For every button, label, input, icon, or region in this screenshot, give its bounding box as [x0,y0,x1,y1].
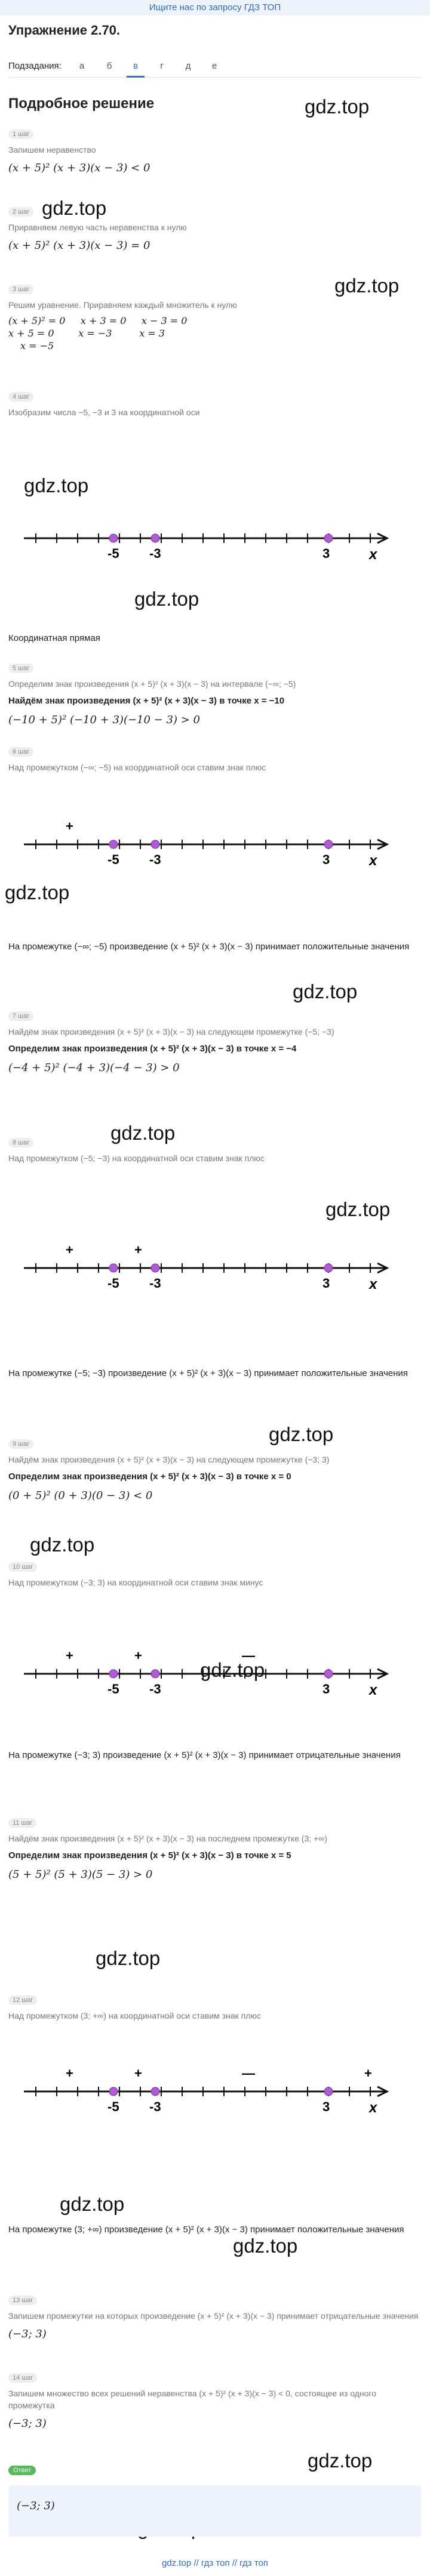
step-badge: 13 шаг [8,2296,37,2305]
minus-sign: — [242,1648,255,1663]
step-description: Запишем промежутки на которых произведение (x + 5)² (x + 3)(x − 3) принимает отрицательные значения [8,2311,419,2321]
step-conclusion: На промежутке (−∞; −5) произведение (x + 5)² (x + 3)(x − 3) принимает положительные значения [8,942,410,952]
plus-sign: + [66,819,73,834]
step-description: Запишем неравенство [8,145,96,155]
number-line-svg [12,511,394,565]
step-bold: Определим знак произведения (x + 5)² (x + 3)(x − 3) в точке x = 0 [8,1471,291,1482]
axis-caption: Координатная прямая [8,633,100,643]
axis-variable-label: x [369,853,377,869]
tab-g[interactable]: г [160,61,164,71]
step-description: Запишем множество всех решений неравенства (x + 5)² (x + 3)(x − 3) < 0, состоящее из одного промежутка [8,2389,376,2410]
axis-point [324,840,333,849]
subtask-tabs [8,57,422,78]
step-math: (−10 + 5)² (−10 + 3)(−10 − 3) > 0 [8,714,200,726]
watermark: gdz.top [293,980,358,1002]
number-line [12,2065,394,2118]
watermark: gdz.top [269,1423,334,1445]
step-badge: 11 шаг [8,1818,36,1828]
minus-sign: — [242,2066,255,2081]
step-bold: Определим знак произведения (x + 5)² (x + 3)(x − 3) в точке x = 5 [8,1850,291,1861]
step-badge: 3 шаг [8,285,33,294]
answer-box [8,2485,422,2537]
answer-badge: Ответ [8,2466,36,2475]
answer-label [8,2464,422,2475]
plus-sign: + [364,2066,372,2081]
watermark: gdz.top [305,95,370,118]
plus-sign: + [134,2066,142,2081]
step-12 [8,1994,422,2022]
page-title: Упражнение 2.70. [8,23,121,38]
step-badge: 8 шаг [8,1138,33,1147]
axis-point-label: 3 [322,2099,330,2114]
plus-sign: + [66,2066,73,2081]
number-line-svg [12,817,394,871]
step-math: (−4 + 5)² (−4 + 3)(−4 − 3) > 0 [8,1062,180,1074]
axis-variable-label: x [369,547,377,563]
step-14 [8,2372,422,2432]
axis-point [151,840,159,849]
watermark: gdz.top [42,197,107,219]
step-math: (−3; 3) [8,2417,47,2430]
number-line-svg [12,1647,394,1701]
step-badge: 12 шаг [8,1995,37,2005]
axis-point [324,1264,333,1272]
step-conclusion: На промежутке (3; +∞) произведение (x + 5)² (x + 3)(x − 3) принимает положительные значения [8,2225,404,2235]
step-6 [8,746,422,773]
step-badge: 1 шаг [8,129,33,139]
step-math-line: (x + 5)² = 0 x + 3 = 0 x − 3 = 0 [8,315,188,326]
step-description: Определим знак произведения (x + 5)² (x + 3)(x − 3) на интервале (−∞; −5) [8,679,296,689]
watermark: gdz.top [233,2235,298,2257]
step-9 [8,1438,422,1504]
step-description: Найдём знак произведения (x + 5)² (x + 3)(x − 3) на следующем промежутке (−3; 3) [8,1455,330,1464]
step-math-line: x = −5 [20,340,54,351]
axis-point [109,1264,118,1272]
solution-heading: Подробное решение [8,95,155,112]
plus-sign: + [134,1648,142,1663]
plus-sign: + [66,1648,73,1663]
axis-point-label: -3 [149,1276,161,1291]
step-badge: 9 шаг [8,1439,33,1449]
axis-point [109,1670,118,1678]
axis-point [324,1670,333,1678]
number-line-svg [12,1241,394,1295]
number-line [12,817,394,871]
axis-point [151,1670,159,1678]
axis-variable-label: x [369,2100,377,2116]
watermark: gdz.top [5,881,70,903]
number-line [12,1241,394,1295]
axis-point [151,534,159,542]
axis-point-label: -5 [108,1682,119,1696]
watermark: gdz.top [134,588,199,610]
axis-variable-label: x [369,1276,377,1292]
step-description: Над промежутком (3; +∞) на координатной оси ставим знак плюс [8,2011,261,2020]
axis-point [109,840,118,849]
watermark: gdz.top [110,1122,176,1144]
axis-point-label: -5 [108,546,119,561]
watermark: gdz.top [24,474,89,496]
step-badge: 5 шаг [8,664,33,673]
step-bold: Определим знак произведения (x + 5)² (x + 3)(x − 3) в точке x = −4 [8,1044,297,1054]
watermark: gdz.top [200,1659,265,1681]
plus-sign: + [66,1242,73,1257]
step-7 [8,1010,422,1076]
step-3 [8,283,422,352]
step-badge: 10 шаг [8,1562,37,1572]
step-8 [8,1137,422,1164]
watermark: gdz.top [308,2449,373,2472]
step-math: (x + 5)² (x + 3)(x − 3) < 0 [8,162,150,174]
axis-point-label: 3 [322,1682,330,1696]
step-badge: 7 шаг [8,1011,33,1021]
axis-point-label: 3 [322,852,330,867]
step-5 [8,662,422,728]
watermark: gdz.top [60,2193,125,2215]
tab-d[interactable]: д [185,61,191,71]
tab-a[interactable]: а [79,61,85,71]
watermark: gdz.top [325,1198,391,1220]
step-11 [8,1817,422,1883]
tab-b[interactable]: б [106,61,112,71]
footer-links[interactable]: gdz.top // гдз топ // гдз топ [161,2558,269,2568]
tab-e[interactable]: е [211,61,217,71]
step-math: (−3; 3) [8,2328,47,2340]
step-math: (0 + 5)² (0 + 3)(0 − 3) < 0 [8,1489,153,1502]
axis-point-label: -3 [149,2099,161,2114]
axis-point [151,1264,159,1272]
step-math: (x + 5)² (x + 3)(x − 3) = 0 [8,239,150,252]
step-description: Изобразим числа −5, −3 и 3 на координатной оси [8,408,200,417]
axis-point-label: 3 [322,546,330,561]
step-badge: 14 шаг [8,2373,37,2383]
step-math-line: x + 5 = 0 x = −3 x = 3 [8,328,165,339]
step-bold: Найдём знак произведения (x + 5)² (x + 3)(x − 3) в точке x = −10 [8,696,285,706]
step-conclusion: На промежутке (−3; 3) произведение (x + 5)² (x + 3)(x − 3) принимает отрицательные значения [8,1750,401,1760]
step-badge: 6 шаг [8,747,33,757]
step-description: Найдём знак произведения (x + 5)² (x + 3)(x − 3) на следующем промежутке (−5; −3) [8,1027,334,1036]
axis-point-label: -3 [149,1682,161,1696]
axis-point-label: -3 [149,546,161,561]
axis-point-label: -3 [149,852,161,867]
number-line [12,1647,394,1701]
axis-variable-label: x [369,1682,377,1698]
step-badge: 4 шаг [8,392,33,402]
tab-v[interactable]: в [127,61,145,78]
plus-sign: + [134,1242,142,1257]
axis-point-label: -5 [108,2099,119,2114]
step-13 [8,2294,422,2342]
answer-value: (−3; 3) [17,2500,55,2512]
axis-point [109,2087,118,2096]
axis-point [324,2087,333,2096]
step-description: Найдём знак произведения (x + 5)² (x + 3)(x − 3) на последнем промежутке (3; +∞) [8,1834,327,1843]
number-line [12,511,394,565]
axis-point-label: -5 [108,1276,119,1291]
watermark: gdz.top [96,1947,161,1969]
search-banner[interactable]: Ищите нас по запросу ГДЗ ТОП [0,0,430,16]
step-2 [8,206,422,254]
step-math: (5 + 5)² (5 + 3)(5 − 3) > 0 [8,1868,153,1881]
step-conclusion: На промежутке (−5; −3) произведение (x + 5)² (x + 3)(x − 3) принимает положительные значения [8,1368,408,1378]
axis-point-label: 3 [322,1276,330,1291]
step-description: Над промежутком (−∞; −5) на координатной оси ставим знак плюс [8,763,266,772]
axis-point-label: -5 [108,852,119,867]
step-badge: 2 шаг [8,207,33,217]
subtasks-label: Подзадания: [8,61,62,71]
watermark: gdz.top [30,1534,95,1556]
watermark: gdz.top [334,274,400,297]
axis-point [324,534,333,542]
axis-point [151,2087,159,2096]
step-description: Решим уравнение. Приравняем каждый множитель к нулю [8,300,237,310]
step-description: Над промежутком (−5; −3) на координатной оси ставим знак плюс [8,1153,265,1163]
step-description: Приравняем левую часть неравенства к нулю [8,223,187,232]
step-4 [8,391,422,418]
number-line-svg [12,2065,394,2118]
step-10 [8,1561,422,1588]
axis-point [109,534,118,542]
step-1 [8,128,422,176]
step-description: Над промежутком (−3; 3) на координатной оси ставим знак минус [8,1578,263,1587]
